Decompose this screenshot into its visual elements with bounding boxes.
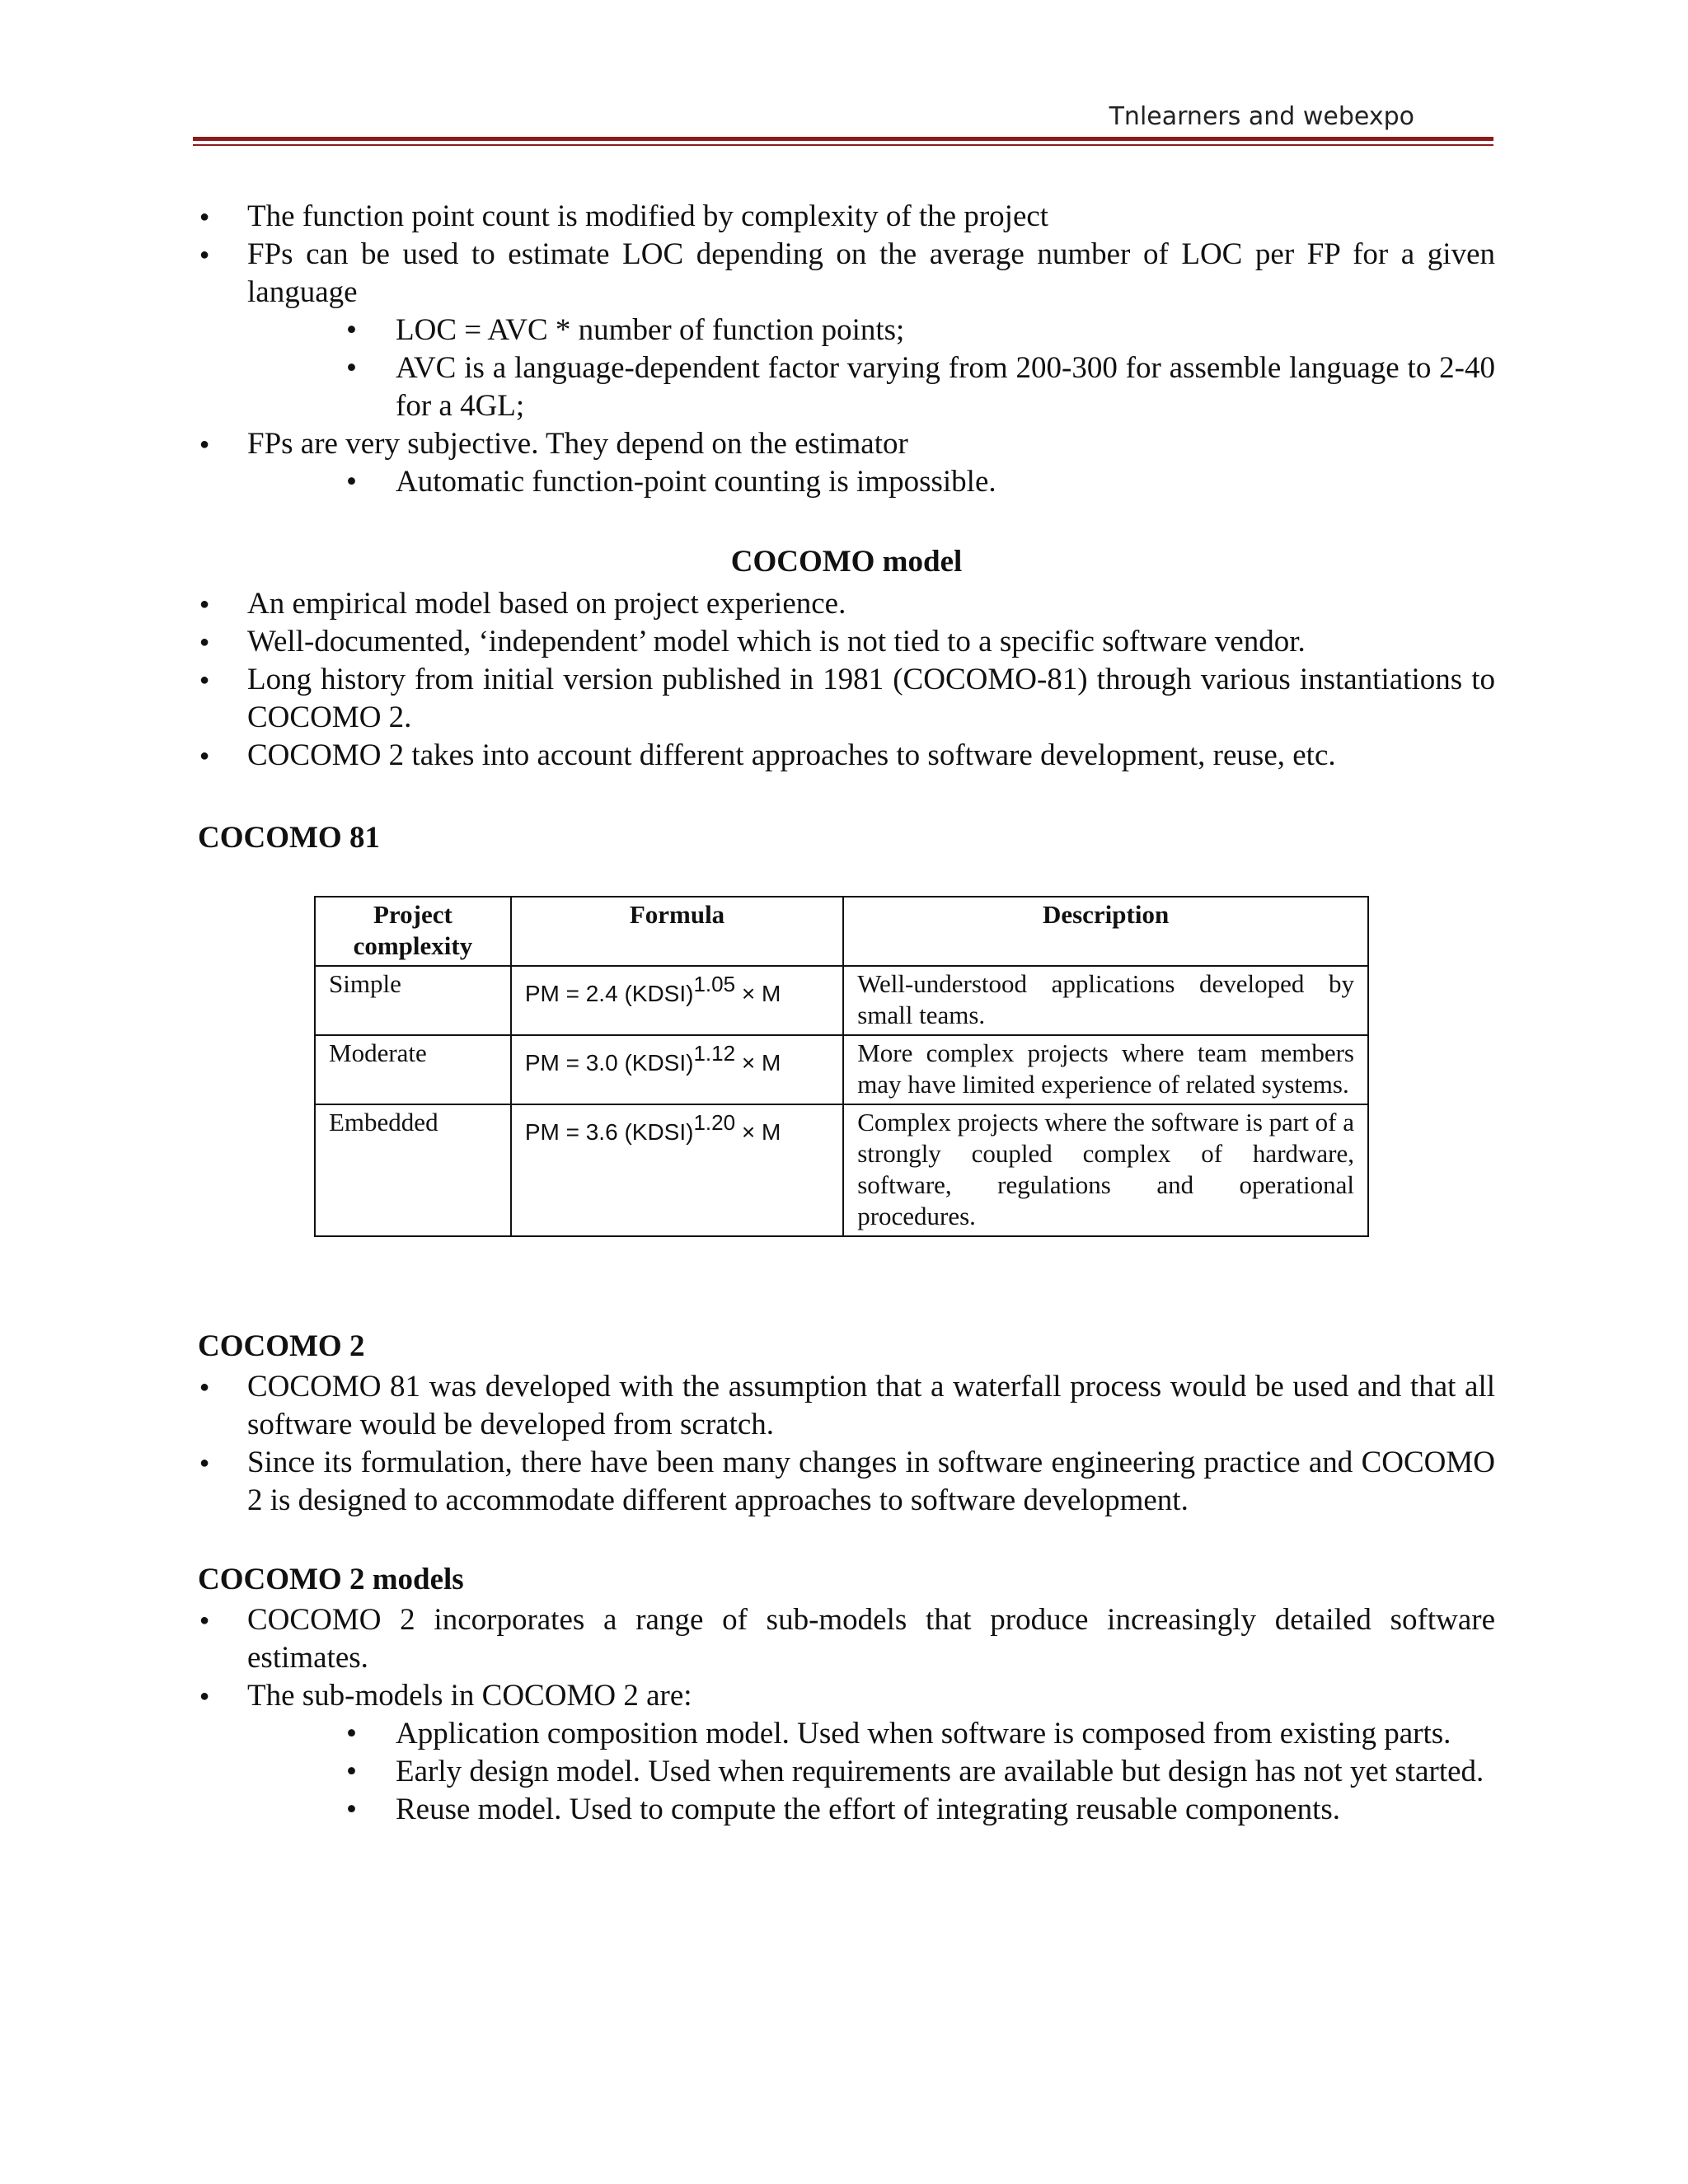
list-item-text: FPs can be used to estimate LOC depending on the average number of LOC per FP for a given language	[247, 237, 1495, 309]
sub-list-item: • LOC = AVC * number of function points;	[396, 312, 1495, 349]
formula-base: PM = 2.4 (KDSI)	[524, 981, 694, 1006]
list-item: ● Well-documented, ‘independent’ model which is not tied to a specific software vendor.	[198, 623, 1495, 661]
list-item	[198, 198, 1495, 236]
complexity-cell: Moderate	[315, 1035, 511, 1104]
formula-exponent: 1.05	[693, 972, 736, 996]
formula-base: PM = 3.0 (KDSI)	[524, 1050, 694, 1076]
header-rule-thin	[193, 144, 1493, 146]
formula-multiplier: × M	[741, 1050, 781, 1076]
list-item: ● Since its formulation, there have been many changes in software engineering practice and COCOMO 2 is designed to accommodate different approaches to software development.	[198, 1444, 1495, 1520]
table-row	[315, 1104, 1368, 1236]
formula-multiplier: × M	[741, 981, 781, 1006]
column-header-complexity: Project complexity	[315, 897, 511, 966]
complexity-cell: Embedded	[315, 1104, 511, 1236]
formula-cell	[511, 1035, 843, 1104]
list-item: ● Long history from initial version published in 1981 (COCOMO-81) through various instantiations to COCOMO 2.	[198, 661, 1495, 737]
formula-exponent: 1.20	[693, 1110, 736, 1135]
sub-list-item: • AVC is a language-dependent factor varying from 200-300 for assemble language to 2-40 for a 4GL;	[396, 349, 1495, 425]
cocomo2-models-section	[198, 1601, 1495, 1829]
list-item	[198, 1677, 1495, 1829]
table-header-row	[315, 897, 1368, 966]
table-row	[315, 966, 1368, 1035]
list-item-text: The function point count is modified by complexity of the project	[247, 199, 1049, 233]
sub-list-item: • Reuse model. Used to compute the effort of integrating reusable components.	[396, 1791, 1495, 1829]
cocomo2-heading: COCOMO 2	[198, 1329, 365, 1363]
formula-cell	[511, 966, 843, 1035]
list-item: ● An empirical model based on project experience.	[198, 585, 1495, 623]
column-header-formula: Formula	[511, 897, 843, 966]
cocomo-model-section	[198, 585, 1495, 775]
column-header-description: Description	[843, 897, 1368, 966]
cocomo2-section	[198, 1368, 1495, 1520]
list-item-text: COCOMO 2 incorporates a range of sub-models that produce increasingly detailed software estimates.	[247, 1603, 1495, 1675]
description-cell: More complex projects where team members may have limited experience of related systems.	[843, 1035, 1368, 1104]
function-point-section	[198, 198, 1495, 501]
list-item	[198, 425, 1495, 501]
list-item-text: The sub-models in COCOMO 2 are:	[247, 1679, 692, 1713]
page-header-title: Tnlearners and webexpo	[1109, 102, 1414, 131]
description-cell: Well-understood applications developed by small teams.	[843, 966, 1368, 1035]
list-item	[198, 236, 1495, 425]
list-item: ● COCOMO 2 takes into account different approaches to software development, reuse, etc.	[198, 737, 1495, 775]
list-item-text: FPs are very subjective. They depend on the estimator	[247, 427, 908, 461]
formula-cell	[511, 1104, 843, 1236]
formula-base: PM = 3.6 (KDSI)	[524, 1119, 694, 1145]
table-row	[315, 1035, 1368, 1104]
list-item: ● COCOMO 81 was developed with the assumption that a waterfall process would be used and that all software would be developed from scratch.	[198, 1368, 1495, 1444]
cocomo-model-heading: COCOMO model	[730, 545, 963, 579]
sub-list-item: • Early design model. Used when requirements are available but design has not yet started.	[396, 1753, 1495, 1791]
list-item	[198, 1601, 1495, 1677]
cocomo81-table	[314, 896, 1369, 1237]
complexity-cell: Simple	[315, 966, 511, 1035]
cocomo2-models-heading: COCOMO 2 models	[198, 1563, 464, 1596]
description-cell: Complex projects where the software is part of a strongly coupled complex of hardware, software, regulations and operational procedures.	[843, 1104, 1368, 1236]
cocomo81-heading: COCOMO 81	[198, 821, 380, 855]
sub-list-item: • Automatic function-point counting is impossible.	[396, 463, 1495, 501]
sub-list-item: • Application composition model. Used when software is composed from existing parts.	[396, 1715, 1495, 1753]
formula-exponent: 1.12	[693, 1041, 736, 1066]
formula-multiplier: × M	[741, 1119, 781, 1145]
header-rule	[193, 137, 1493, 141]
